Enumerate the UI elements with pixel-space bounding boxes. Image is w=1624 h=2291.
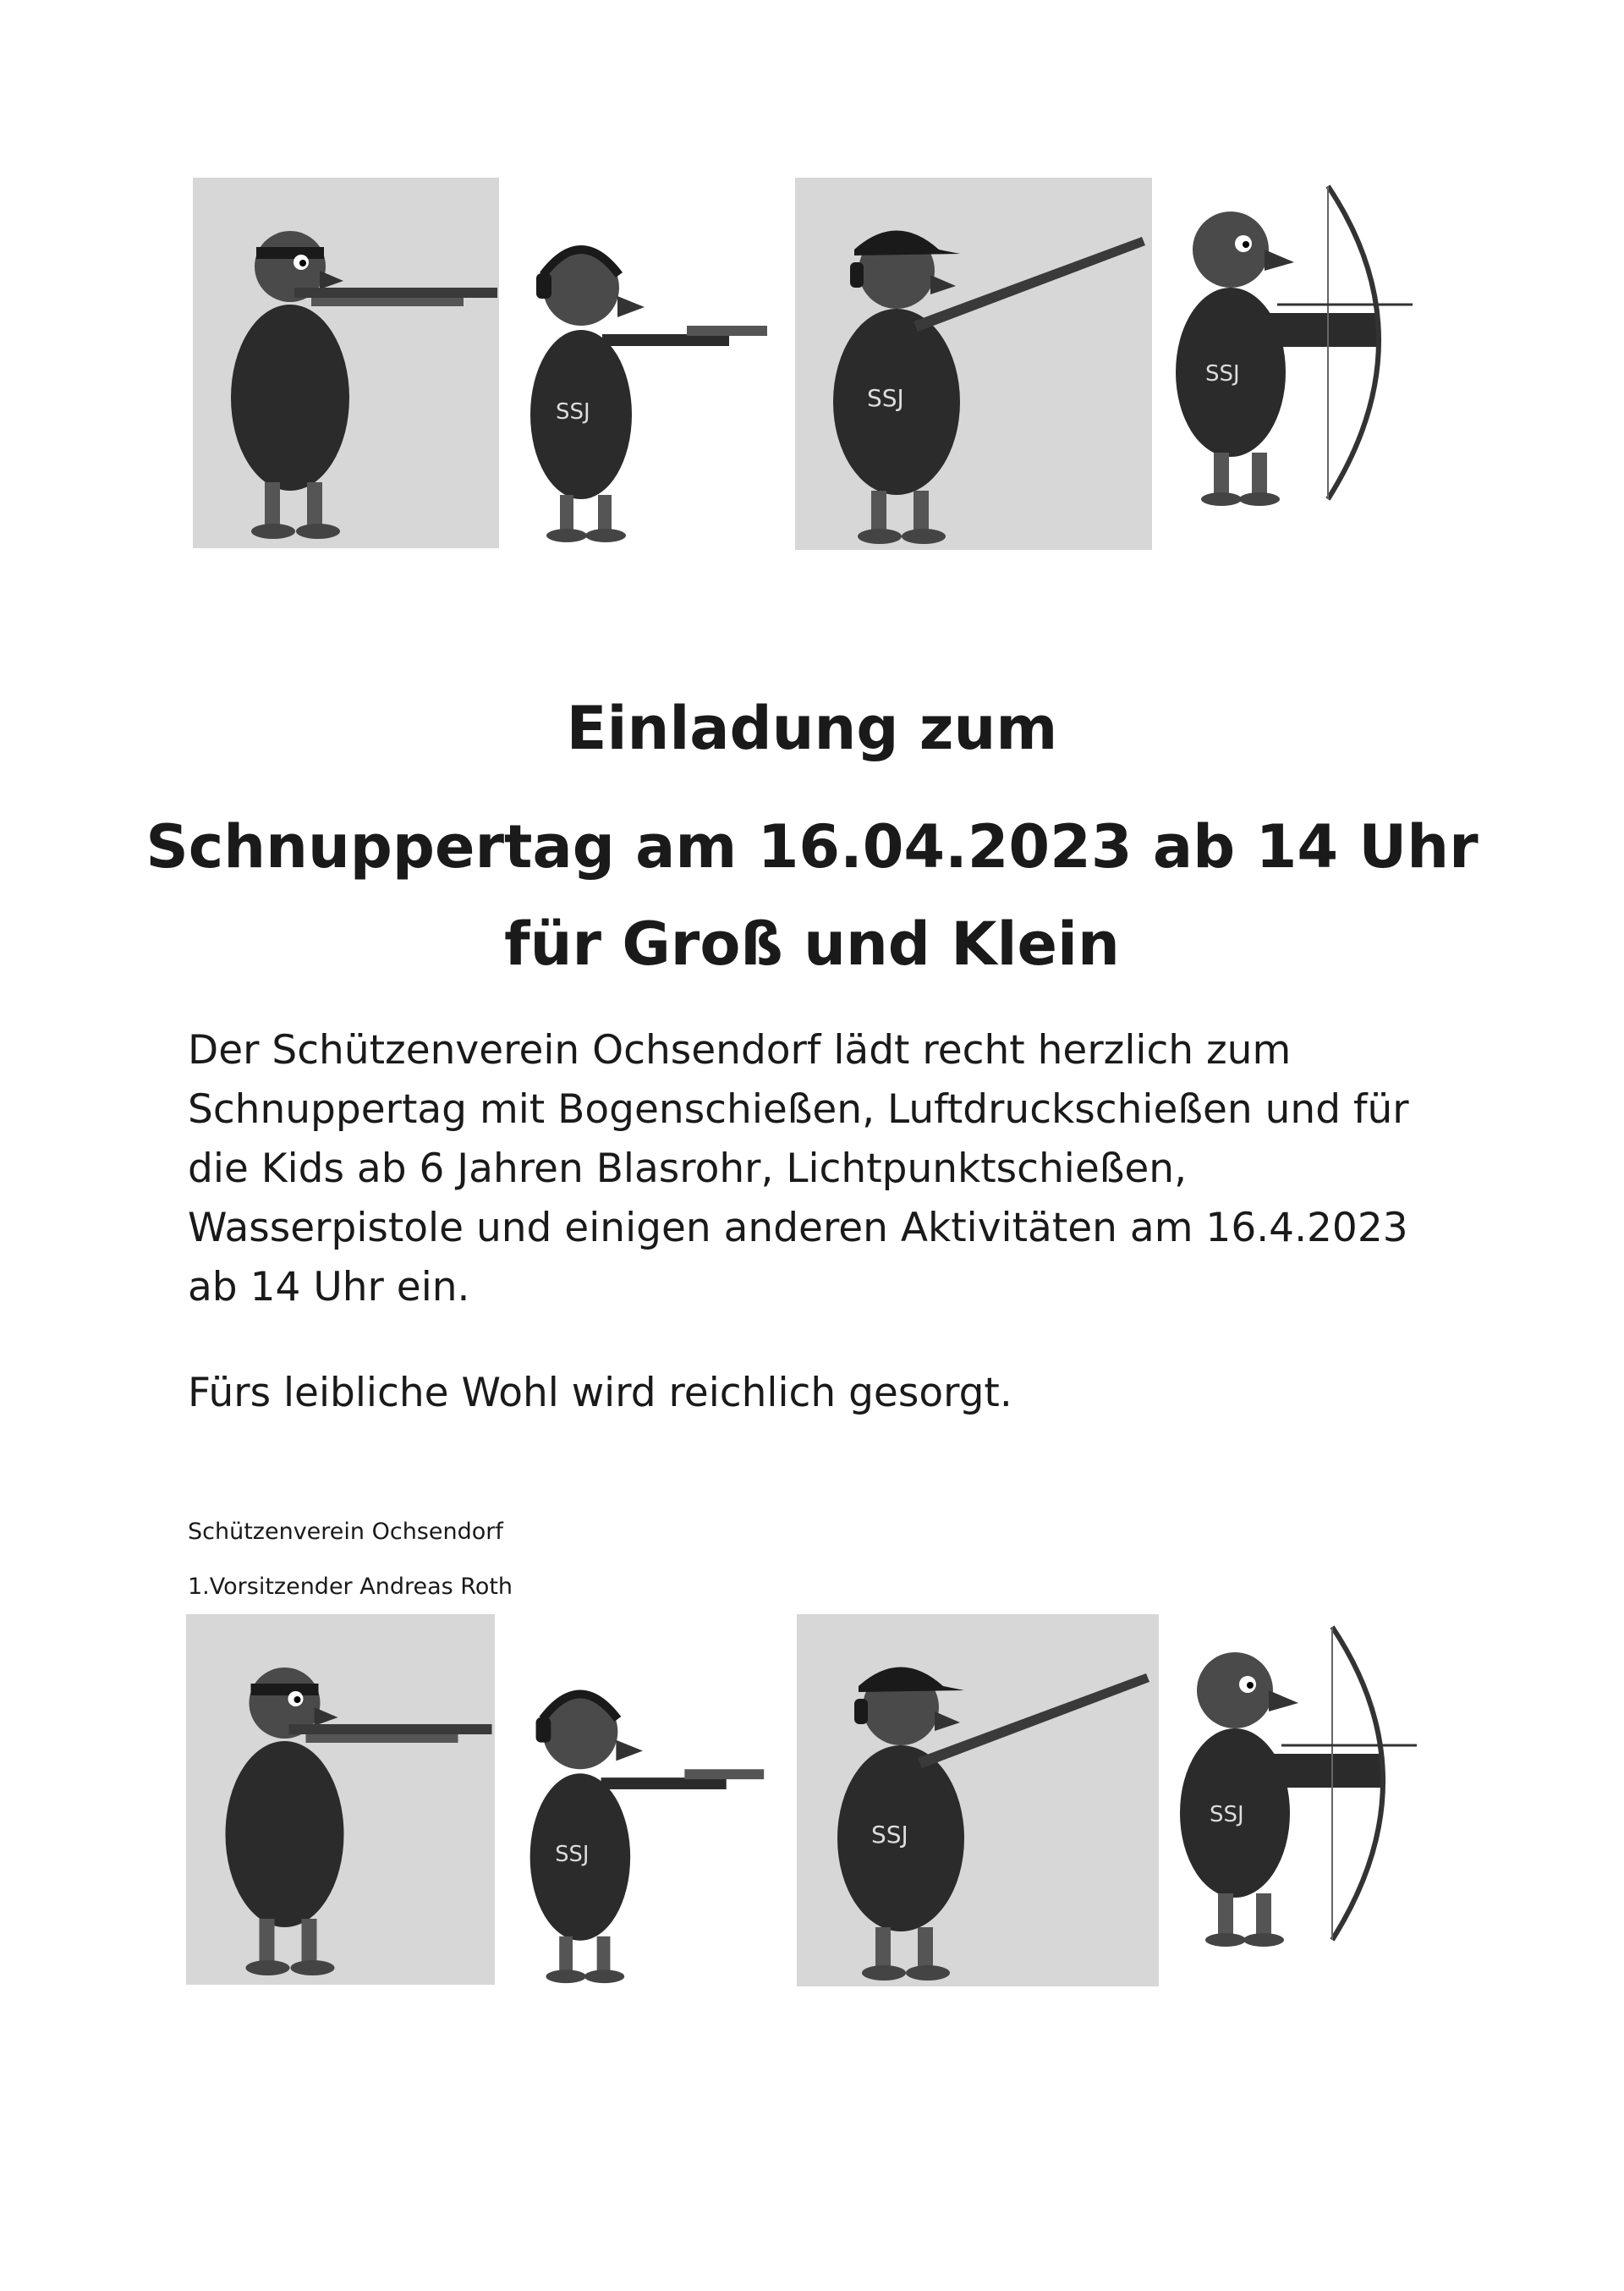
pistol-shooter-illustration: [501, 207, 784, 550]
paragraph-line: Wasserpistole und einigen anderen Aktivitäten am 16.4.2023: [188, 1205, 1408, 1251]
archer-eagle-icon: [1159, 178, 1413, 516]
paragraph-line: Schnuppertag mit Bogenschießen, Luftdruckschießen und für: [188, 1086, 1409, 1133]
rifle-shooter-illustration: [193, 178, 499, 548]
jacket-logo: SSJ: [555, 1841, 590, 1867]
archer-eagle-icon: [1163, 1618, 1417, 1957]
paragraph-line: ab 14 Uhr ein.: [188, 1264, 470, 1310]
jacket-logo: SSJ: [871, 1821, 908, 1849]
jacket-logo: SSJ: [1205, 361, 1240, 387]
paragraph-line: die Kids ab 6 Jahren Blasrohr, Lichtpunktschießen,: [188, 1146, 1188, 1192]
title-line-2: Schnuppertag am 16.04.2023 ab 14 Uhr: [145, 812, 1479, 882]
archer-illustration: [1159, 178, 1413, 516]
jacket-logo: SSJ: [556, 399, 590, 425]
pistol-shooter-illustration: [499, 1652, 782, 1991]
title-line-1: Einladung zum: [566, 694, 1058, 763]
rifle-shooter-illustration: [186, 1614, 495, 1985]
signature-club: Schützenverein Ochsendorf: [188, 1519, 503, 1545]
rifle-shooter-eagle-icon: [186, 1614, 495, 1985]
shotgun-shooter-eagle-icon: [797, 1614, 1159, 1986]
signature-chair: 1.Vorsitzender Andreas Roth: [188, 1574, 513, 1600]
title-line-3: für Groß und Klein: [504, 909, 1120, 979]
jacket-logo: SSJ: [1210, 1802, 1244, 1827]
illustration-row-bottom: [0, 1614, 1624, 1995]
pistol-shooter-eagle-icon: [501, 207, 784, 550]
shotgun-shooter-illustration: [795, 178, 1152, 550]
invitation-paragraph: [188, 1021, 1457, 1317]
shotgun-shooter-illustration: [797, 1614, 1159, 1986]
jacket-logo: SSJ: [867, 384, 904, 412]
catering-paragraph: Fürs leibliche Wohl wird reichlich gesorgt.: [188, 1370, 1012, 1416]
illustration-row-top: [0, 173, 1624, 554]
shotgun-shooter-eagle-icon: [795, 178, 1152, 550]
paragraph-line: Der Schützenverein Ochsendorf lädt recht herzlich zum: [188, 1027, 1292, 1074]
archer-illustration: [1163, 1618, 1417, 1957]
rifle-shooter-eagle-icon: [193, 178, 499, 548]
pistol-shooter-eagle-icon: [499, 1652, 782, 1991]
